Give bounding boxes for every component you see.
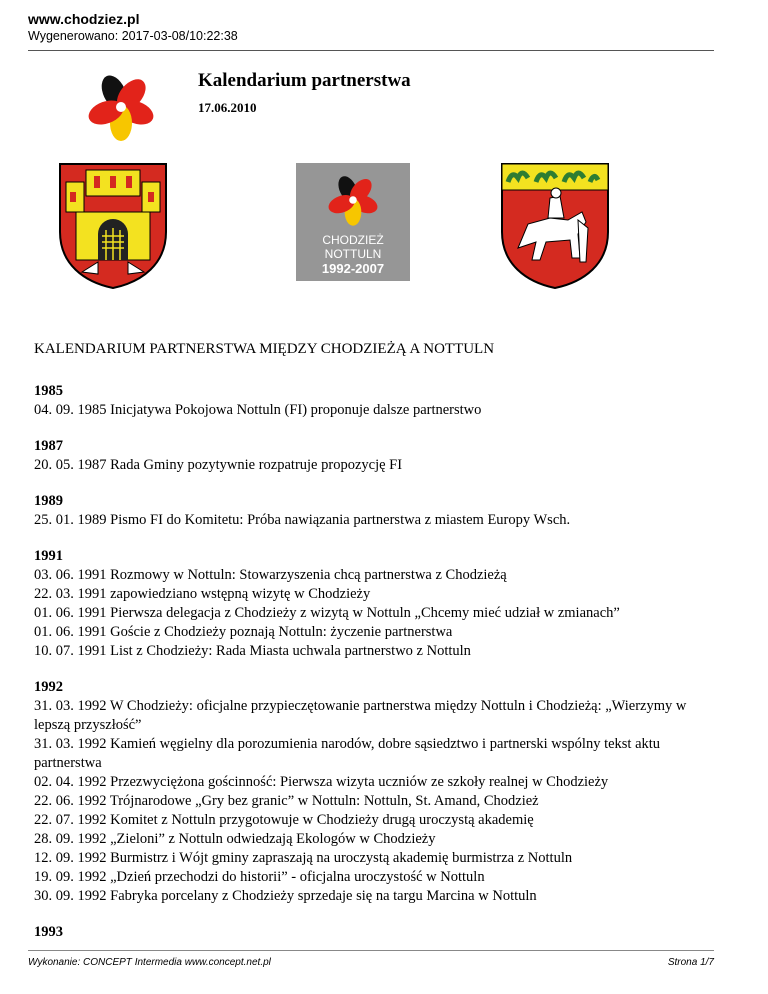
year-heading: 1989 bbox=[34, 493, 63, 509]
calendar-content bbox=[34, 382, 724, 959]
calendar-entry: 19. 09. 1992 „Dzień przechodzi do historii” - oficjalna uroczystość w Nottuln bbox=[34, 869, 485, 885]
year-block-1987 bbox=[34, 437, 724, 475]
page-number: Strona 1/7 bbox=[667, 957, 714, 968]
calendar-entry: 02. 04. 1992 Przezwyciężona gościnność: Pierwsza wizyta uczniów ze szkoły realnej w Chodzieży bbox=[34, 774, 609, 790]
generated-timestamp: Wygenerowano: 2017-03-08/10:22:38 bbox=[28, 29, 238, 43]
calendar-entry: 25. 01. 1989 Pismo FI do Komitetu: Próba nawiązania partnerstwa z miastem Europy Wsch. bbox=[34, 512, 571, 528]
calendar-entry: 12. 09. 1992 Burmistrz i Wójt gminy zapraszają na uroczystą akademię burmistrza z Nottuln bbox=[34, 850, 573, 866]
flower-logo-icon bbox=[80, 72, 162, 142]
calendar-entry: 01. 06. 1991 Pierwsza delegacja z Chodzieży z wizytą w Nottuln „Chcemy mieć udział w zmianach” bbox=[34, 605, 620, 621]
year-heading: 1992 bbox=[34, 679, 63, 695]
calendar-entry: 22. 03. 1991 zapowiedziano wstępną wizytę w Chodzieży bbox=[34, 586, 371, 602]
year-block-1989 bbox=[34, 492, 724, 530]
footer-divider bbox=[28, 950, 714, 951]
site-url[interactable]: www.chodziez.pl bbox=[28, 11, 140, 27]
calendar-entry: 31. 03. 1992 Kamień węgielny dla porozumienia narodów, dobre sąsiedztwo i partnerski wspólny tekst aktu partnerstwa bbox=[34, 736, 661, 771]
year-block-1991 bbox=[34, 547, 724, 661]
calendar-entry: 22. 07. 1992 Komitet z Nottuln przygotowuje w Chodzieży drugą uroczystą akademię bbox=[34, 812, 534, 828]
calendar-entry: 10. 07. 1991 List z Chodzieży: Rada Miasta uchwala partnerstwo z Nottuln bbox=[34, 643, 471, 659]
year-heading: 1991 bbox=[34, 548, 63, 564]
nottuln-crest-icon bbox=[500, 162, 610, 290]
year-heading: 1993 bbox=[34, 924, 63, 940]
calendar-entry: 04. 09. 1985 Inicjatywa Pokojowa Nottuln (FI) proponuje dalsze partnerstwo bbox=[34, 402, 482, 418]
calendar-heading: KALENDARIUM PARTNERSTWA MIĘDZY CHODZIEŻĄ A NOTTULN bbox=[34, 341, 495, 357]
partnership-logo bbox=[296, 163, 410, 281]
year-heading: 1987 bbox=[34, 438, 63, 454]
site-header bbox=[28, 10, 744, 44]
partner-logo-line1: CHODZIEŻ bbox=[322, 233, 384, 247]
calendar-entry: 30. 09. 1992 Fabryka porcelany z Chodzieży sprzedaje się na targu Marcina w Nottuln bbox=[34, 888, 537, 904]
year-block-1993 bbox=[34, 923, 724, 942]
calendar-entry: 31. 03. 1992 W Chodzieży: oficjalne przypieczętowanie partnerstwa między Nottuln i Chodzieżą: „Wierzymy w lepszą przyszłość” bbox=[34, 698, 687, 733]
calendar-entry: 28. 09. 1992 „Zieloni” z Nottuln odwiedzają Ekologów w Chodzieży bbox=[34, 831, 436, 847]
calendar-entry: 20. 05. 1987 Rada Gminy pozytywnie rozpatruje propozycję FI bbox=[34, 457, 403, 473]
year-block-1992 bbox=[34, 678, 724, 906]
year-heading: 1985 bbox=[34, 383, 63, 399]
footer-credit: Wykonanie: CONCEPT Intermedia www.concept.net.pl bbox=[28, 957, 271, 968]
article-date: 17.06.2010 bbox=[198, 100, 257, 115]
partner-logo-line2: NOTTULN bbox=[324, 247, 382, 261]
year-block-1985 bbox=[34, 382, 724, 420]
page-title: Kalendarium partnerstwa bbox=[198, 70, 411, 91]
calendar-entry: 03. 06. 1991 Rozmowy w Nottuln: Stowarzyszenia chcą partnerstwa z Chodzieżą bbox=[34, 567, 507, 583]
calendar-entry: 01. 06. 1991 Goście z Chodzieży poznają Nottuln: życzenie partnerstwa bbox=[34, 624, 453, 640]
chodziez-crest-icon bbox=[58, 162, 168, 290]
header-divider bbox=[28, 50, 714, 51]
partner-logo-line3: 1992-2007 bbox=[321, 261, 385, 276]
flower-logo-icon bbox=[322, 171, 384, 229]
calendar-entry: 22. 06. 1992 Trójnarodowe „Gry bez granic” w Nottuln: Nottuln, St. Amand, Chodzież bbox=[34, 793, 539, 809]
